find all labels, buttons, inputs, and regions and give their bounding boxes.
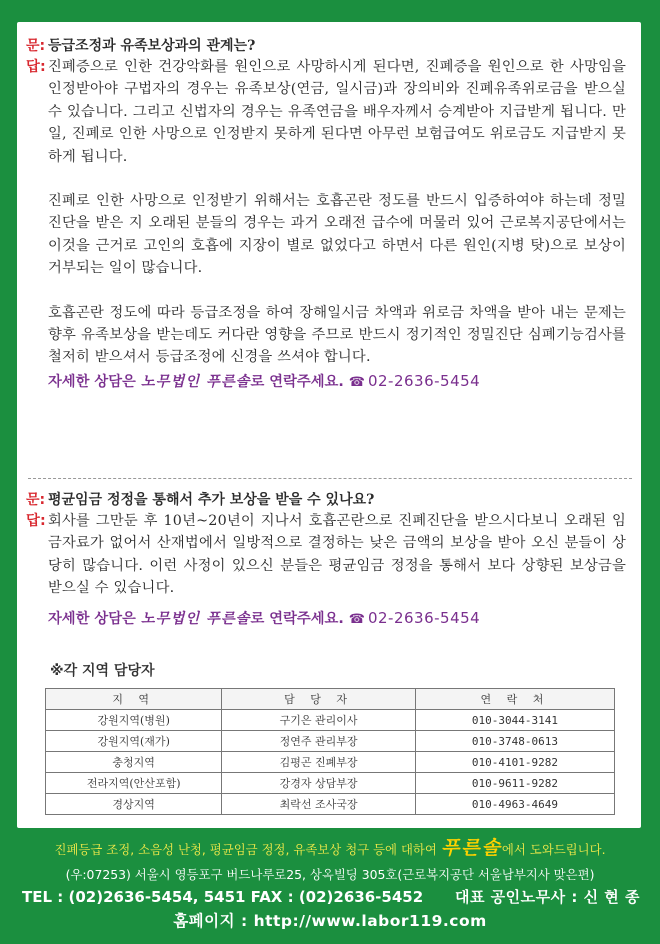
footer-address: (우:07253) 서울시 영등포구 버드나루로25, 상옥빌딩 305호(근로복지공단 서울남부지사 맞은편)	[65, 867, 595, 882]
answer-paragraph: 회사를 그만둔 후 10년~20년이 지나서 호흡곤란으로 진폐진단을 받으시다보니 오래된 임금자료가 없어서 산재법에서 일방적으로 결정하는 낮은 금액의 보상을 받아 오신 분들이 상당히 많습니다. 이런 사정이 있으신 분들은 평균임금 정정을 통해서 보다 상향된 보상금을 받으실 수 있습니다.	[48, 513, 626, 597]
table-row	[46, 794, 615, 815]
region-cell: 전라지역(안산포함)	[46, 773, 222, 794]
answer-paragraph: 호흡곤란 정도에 따라 등급조정을 하여 장해일시금 차액과 위로금 차액을 받아 내는 문제는 향후 유족보상을 받는데도 커다란 영향을 주므로 반드시 정기적인 정밀진단 심폐기능검사를 철저히 받으셔서 등급조정에 신경을 쓰셔야 합니다.	[48, 304, 626, 366]
region-cell: 강원지역(병원)	[46, 710, 222, 731]
phone-icon: ☎	[348, 374, 365, 390]
manager-cell: 김평곤 진폐부장	[222, 752, 415, 773]
table-row	[46, 710, 615, 731]
region-cell: 충청지역	[46, 752, 222, 773]
table-row	[46, 752, 615, 773]
qa-section-1	[26, 36, 626, 395]
answer-block	[26, 56, 626, 369]
header-contact: 연 락 처	[415, 689, 614, 710]
answer-block	[26, 510, 626, 600]
footer-representative: 대표 공인노무사 : 신 현 종	[454, 888, 640, 906]
manager-cell: 최락선 조사국장	[222, 794, 415, 815]
contact-suffix: 로 연락주세요.	[250, 373, 344, 390]
table-header-row	[46, 689, 615, 710]
footer-tel-fax[interactable]: TEL : (02)2636-5454, 5451 FAX : (02)2636-5452	[22, 888, 424, 906]
contact-prefix: 자세한 상담은	[48, 610, 141, 627]
question-line	[26, 36, 626, 56]
section-divider	[28, 478, 632, 479]
answer-first	[26, 510, 626, 600]
answer-first	[26, 56, 626, 168]
qa-section-2	[26, 490, 626, 632]
staff-table	[45, 688, 615, 815]
phone-cell[interactable]: 010-3044-3141	[415, 710, 614, 731]
contact-suffix: 로 연락주세요.	[250, 610, 344, 627]
answer-paragraph: 진폐증으로 인한 건강악화를 원인으로 사망하시게 된다면, 진폐증을 원인으로 한 사망임을 인정받아야 구법자의 경우는 유족보상(연금, 일시금)과 장의비와 진폐유족위로금을 받으실 수 있습니다. 그리고 신법자의 경우는 유족연금을 배우자께서 승계받아 지급받게 됩니다. 만일, 진폐로 인한 사망으로 인정받지 못하게 된다면 아무런 보험급여도 위로금도 지급받지 못하게 됩니다.	[48, 59, 626, 165]
header-manager: 담 당 자	[222, 689, 415, 710]
firm-name: 노무법인 푸른솔	[140, 610, 251, 627]
table-row	[46, 731, 615, 752]
phone-number[interactable]: 02-2636-5454	[367, 608, 481, 627]
footer-brand: 푸른솔	[440, 837, 502, 859]
answer-paragraph: 진폐로 인한 사망으로 인정받기 위해서는 호흡곤란 정도를 반드시 입증하여야 하는데 정밀진단을 받은 지 오래된 분들의 경우는 과거 오래전 급수에 머물러 있어 근로복지공단에서는 이것을 근거로 고인의 호흡에 지장이 별로 없었다고 하면서 다른 원인(지병 탓)으로 보상이 거부되는 일이 많습니다.	[48, 193, 626, 277]
question-text: 평균임금 정정을 통해서 추가 보상을 받을 수 있나요?	[48, 492, 375, 508]
question-text: 등급조정과 유족보상과의 관계는?	[48, 38, 256, 54]
phone-number[interactable]: 02-2636-5454	[367, 371, 481, 390]
answer-mark: 답:	[26, 59, 46, 75]
contact-line	[26, 369, 626, 395]
region-cell: 강원지역(재가)	[46, 731, 222, 752]
question-line	[26, 490, 626, 510]
footer-homepage-link[interactable]: 홈페이지 : http://www.labor119.com	[173, 912, 487, 930]
footer	[0, 834, 660, 934]
phone-cell[interactable]: 010-9611-9282	[415, 773, 614, 794]
footer-services-suffix: 에서 도와드립니다.	[501, 842, 606, 857]
question-mark: 문:	[26, 38, 46, 54]
manager-cell: 정연주 관리부장	[222, 731, 415, 752]
phone-cell[interactable]: 010-4101-9282	[415, 752, 614, 773]
firm-name: 노무법인 푸른솔	[140, 373, 251, 390]
footer-services	[0, 834, 660, 864]
footer-services-prefix: 진폐등급 조정, 소음성 난청, 평균임금 정정, 유족보상 청구 등에 대하여	[54, 842, 441, 857]
contact-prefix: 자세한 상담은	[48, 373, 141, 390]
manager-cell: 구기은 관리이사	[222, 710, 415, 731]
region-cell: 경상지역	[46, 794, 222, 815]
table-row	[46, 773, 615, 794]
answer-mark: 답:	[26, 513, 46, 529]
staff-title: ※각 지역 담당자	[50, 663, 155, 679]
manager-cell: 강경자 상담부장	[222, 773, 415, 794]
phone-cell[interactable]: 010-3748-0613	[415, 731, 614, 752]
phone-cell[interactable]: 010-4963-4649	[415, 794, 614, 815]
header-region: 지 역	[46, 689, 222, 710]
footer-contact-row	[0, 886, 660, 908]
question-mark: 문:	[26, 492, 46, 508]
contact-line	[26, 606, 626, 632]
phone-icon: ☎	[348, 611, 365, 627]
